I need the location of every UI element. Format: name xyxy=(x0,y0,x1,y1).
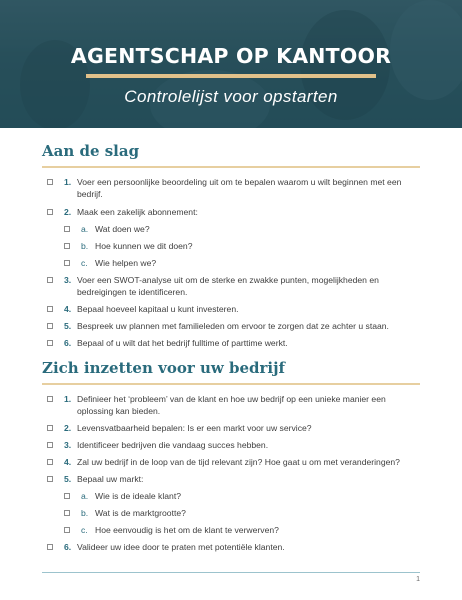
document-subtitle: Controlelijst voor opstarten xyxy=(124,87,338,106)
item-text: Maak een zakelijk abonnement: xyxy=(77,207,198,217)
checklist-subitem xyxy=(42,507,420,519)
checklist-item xyxy=(42,456,420,468)
item-letter: c. xyxy=(81,525,88,535)
item-number: 3. xyxy=(64,440,72,450)
item-text: Voer een persoonlijke beoordeling uit om te bepalen waarom u wilt beginnen met een bedrijf. xyxy=(77,177,402,199)
section-getting-started xyxy=(42,142,420,349)
item-text: Bepaal of u wilt dat het bedrijf fulltime of parttime werkt. xyxy=(77,338,288,348)
item-number: 4. xyxy=(64,304,72,314)
checklist-item xyxy=(42,206,420,218)
section-commit-to-business xyxy=(42,359,420,553)
item-text: Zal uw bedrijf in de loop van de tijd relevant zijn? Hoe gaat u om met veranderingen? xyxy=(77,457,400,467)
item-text: Definieer het ‘probleem’ van de klant en hoe uw bedrijf op een unieke manier een oplossing kan bieden. xyxy=(77,394,386,416)
checklist-item xyxy=(42,337,420,349)
item-letter: c. xyxy=(81,258,88,268)
checkbox[interactable] xyxy=(64,493,70,499)
item-text: Valideer uw idee door te praten met potentiële klanten. xyxy=(77,542,285,552)
checklist-subitem xyxy=(42,490,420,502)
checkbox[interactable] xyxy=(64,260,70,266)
checkbox[interactable] xyxy=(64,510,70,516)
item-text: Bepaal hoeveel kapitaal u kunt investeren. xyxy=(77,304,239,314)
checkbox[interactable] xyxy=(47,209,53,215)
item-text: Bepaal uw markt: xyxy=(77,474,144,484)
checklist-item xyxy=(42,320,420,332)
checklist-item xyxy=(42,541,420,553)
checklist-item xyxy=(42,303,420,315)
checklist-item xyxy=(42,439,420,451)
checkbox[interactable] xyxy=(47,323,53,329)
item-text: Wie helpen we? xyxy=(95,258,157,268)
item-number: 1. xyxy=(64,177,72,187)
checkbox[interactable] xyxy=(47,277,53,283)
item-number: 6. xyxy=(64,542,72,552)
item-letter: b. xyxy=(81,508,89,518)
checklist-item xyxy=(42,473,420,485)
checklist-subitem xyxy=(42,257,420,269)
checkbox[interactable] xyxy=(47,425,53,431)
item-text: Wat is de marktgrootte? xyxy=(95,508,186,518)
item-text: Wat doen we? xyxy=(95,224,150,234)
checkbox[interactable] xyxy=(47,459,53,465)
item-text: Identificeer bedrijven die vandaag succes hebben. xyxy=(77,440,269,450)
item-number: 2. xyxy=(64,207,72,217)
item-number: 6. xyxy=(64,338,72,348)
checklist xyxy=(42,393,420,553)
checklist-item xyxy=(42,393,420,417)
item-number: 5. xyxy=(64,321,72,331)
checkbox[interactable] xyxy=(64,527,70,533)
item-text: Wie is de ideale klant? xyxy=(95,491,181,501)
title-underline xyxy=(86,74,376,78)
checkbox[interactable] xyxy=(47,179,53,185)
header-banner xyxy=(0,0,462,128)
item-text: Bespreek uw plannen met familieleden om ervoor te zorgen dat ze achter u staan. xyxy=(77,321,389,331)
section-divider xyxy=(42,166,420,168)
item-text: Voer een SWOT-analyse uit om de sterke en zwakke punten, mogelijkheden en bedreigingen te identificeren. xyxy=(77,275,379,297)
item-number: 2. xyxy=(64,423,72,433)
item-text: Hoe kunnen we dit doen? xyxy=(95,241,193,251)
section-heading: Aan de slag xyxy=(42,142,140,160)
section-heading: Zich inzetten voor uw bedrijf xyxy=(42,359,285,377)
item-number: 3. xyxy=(64,275,72,285)
checklist xyxy=(42,176,420,349)
page-number: 1 xyxy=(416,576,420,583)
checkbox[interactable] xyxy=(47,442,53,448)
checklist-subitem xyxy=(42,240,420,252)
checkbox[interactable] xyxy=(47,544,53,550)
checklist-item xyxy=(42,422,420,434)
checklist-item xyxy=(42,274,420,298)
section-divider xyxy=(42,383,420,385)
checkbox[interactable] xyxy=(47,340,53,346)
checkbox[interactable] xyxy=(64,226,70,232)
checklist-subitem xyxy=(42,223,420,235)
item-text: Levensvatbaarheid bepalen: Is er een markt voor uw service? xyxy=(77,423,312,433)
checkbox[interactable] xyxy=(47,306,53,312)
item-number: 5. xyxy=(64,474,72,484)
item-number: 4. xyxy=(64,457,72,467)
document-title: AGENTSCHAP OP KANTOOR xyxy=(70,44,392,68)
checkbox[interactable] xyxy=(64,243,70,249)
item-text: Hoe eenvoudig is het om de klant te verwerven? xyxy=(95,525,279,535)
checklist-item xyxy=(42,176,420,200)
item-number: 1. xyxy=(64,394,72,404)
checkbox[interactable] xyxy=(47,476,53,482)
item-letter: a. xyxy=(81,491,89,501)
item-letter: a. xyxy=(81,224,89,234)
footer-divider xyxy=(42,572,420,573)
item-letter: b. xyxy=(81,241,89,251)
checklist-subitem xyxy=(42,524,420,536)
checkbox[interactable] xyxy=(47,396,53,402)
